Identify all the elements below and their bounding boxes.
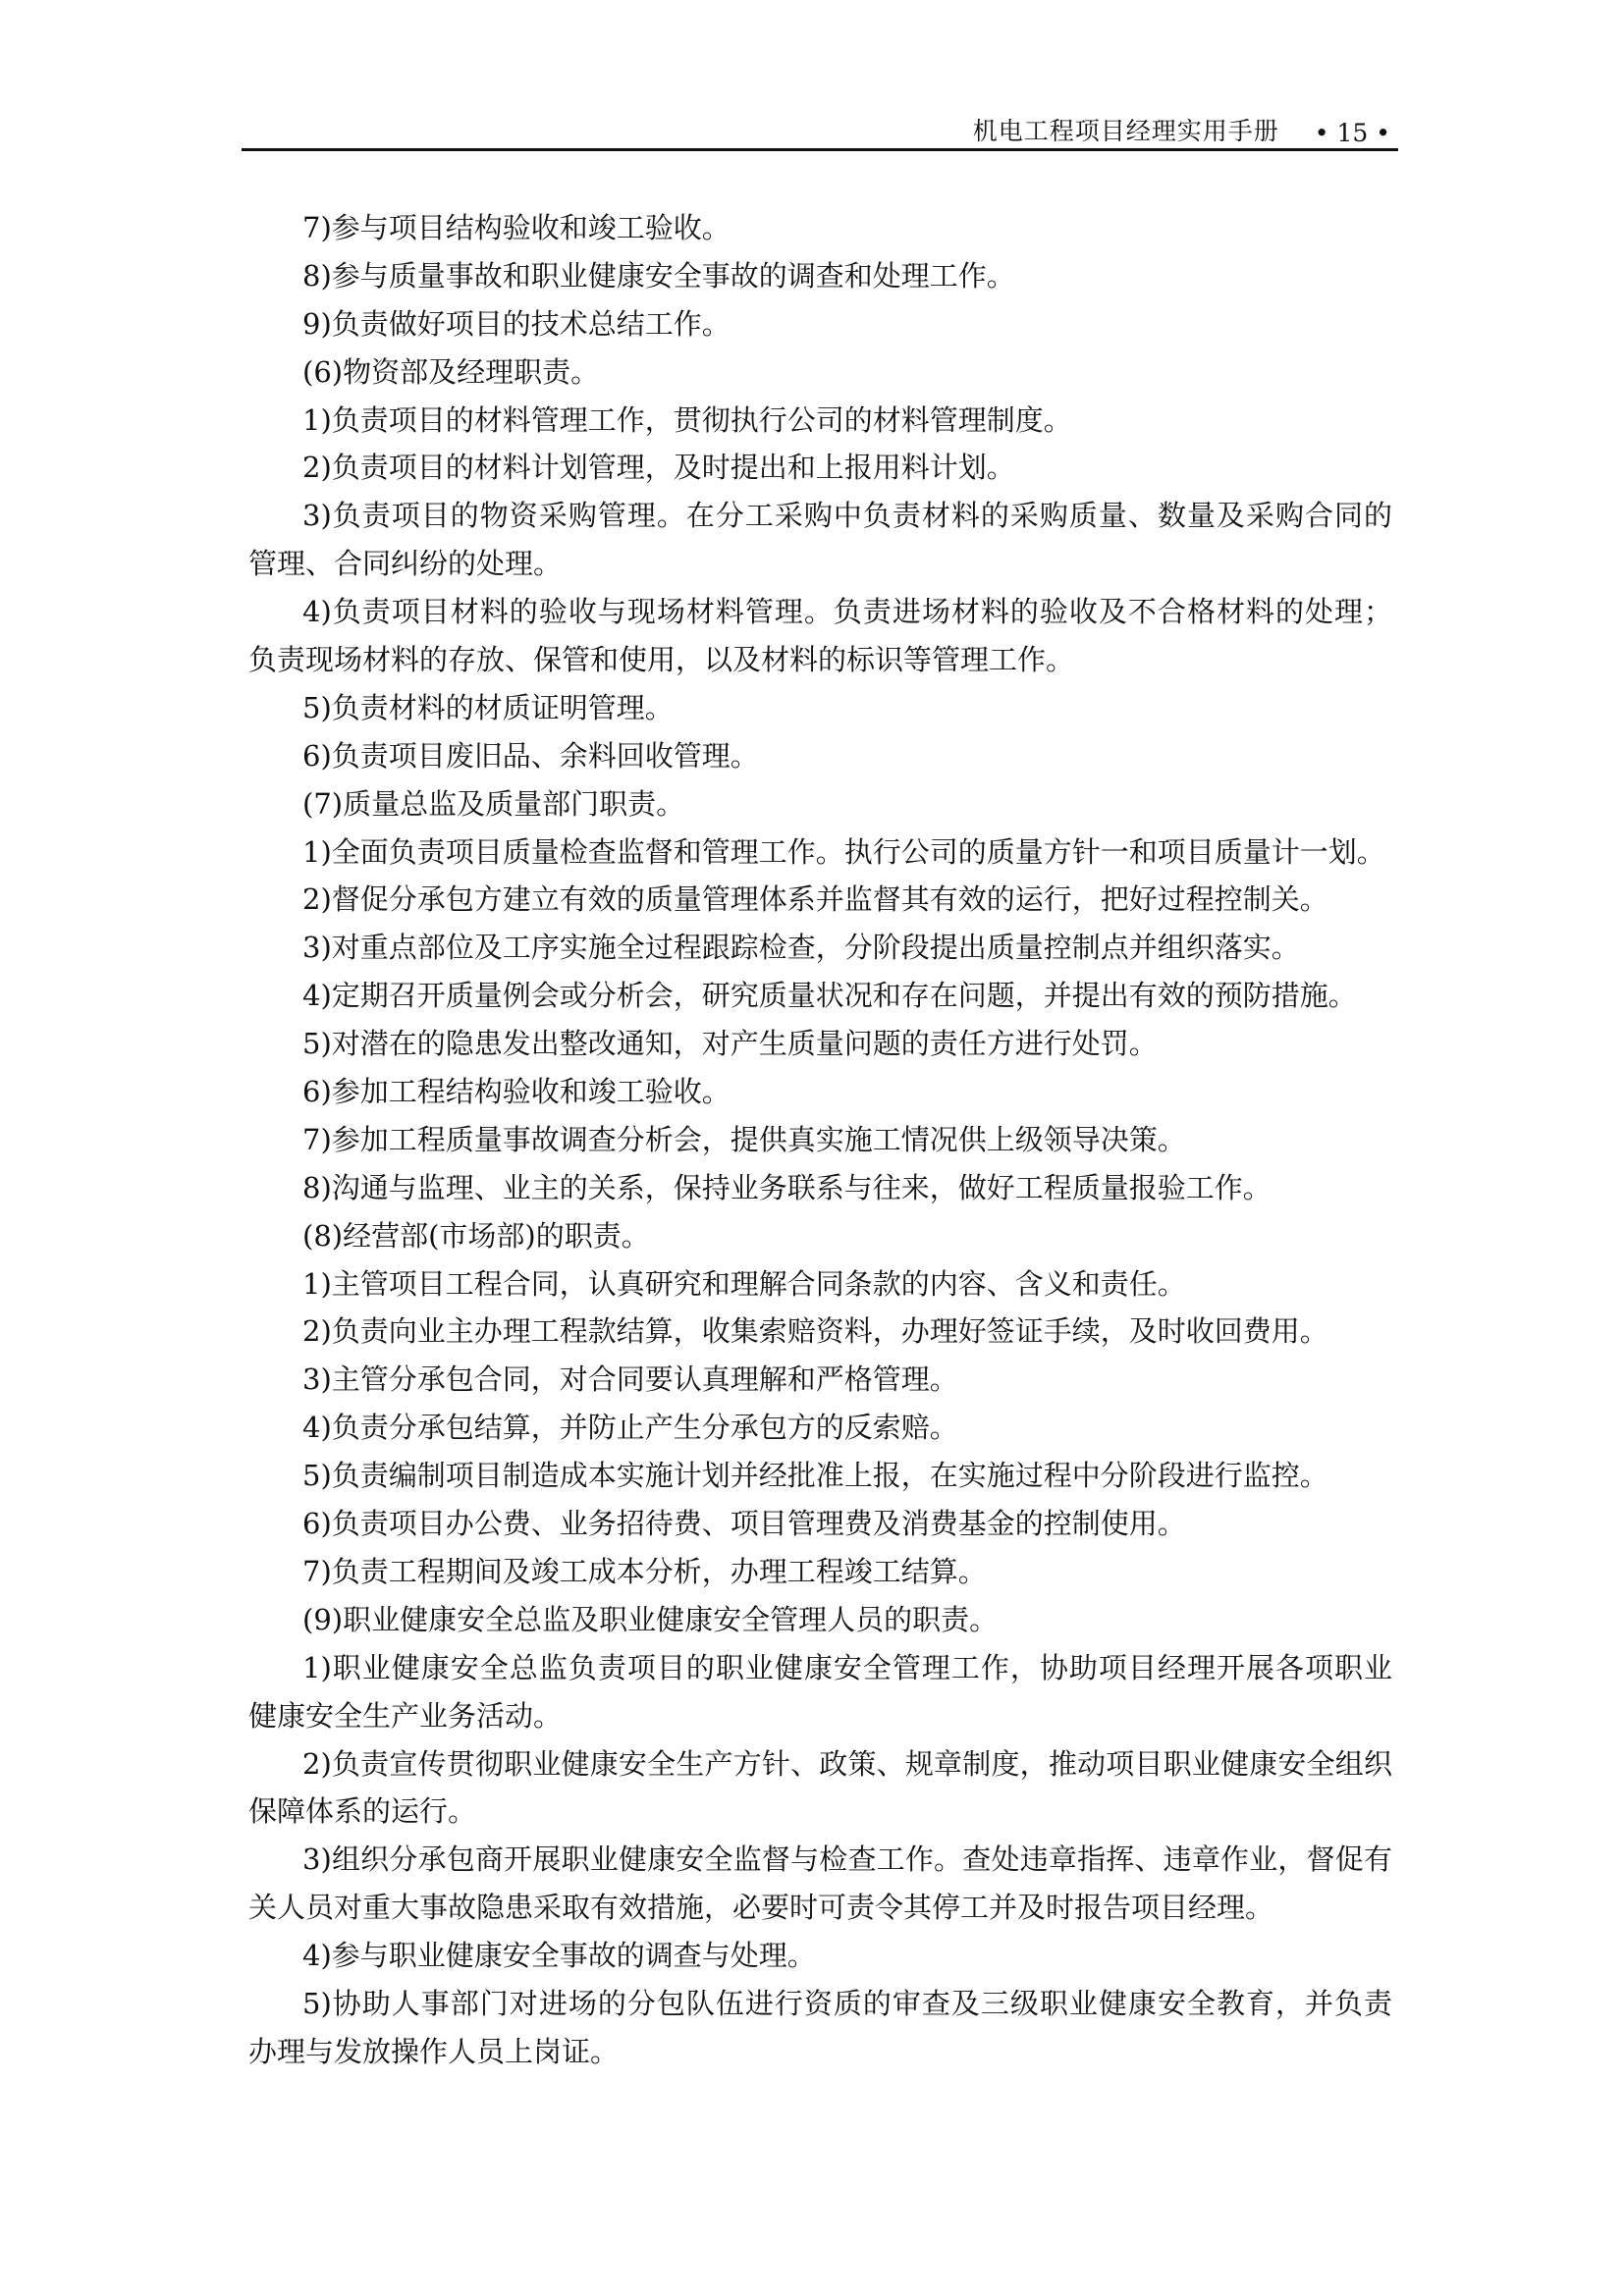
paragraph [248, 876, 1392, 924]
text-line: 6)负责项目废旧品、余料回收管理。 [302, 738, 759, 773]
paragraph [248, 1068, 1392, 1116]
paragraph [248, 300, 1392, 348]
text-line: (8)经营部(市场部)的职责。 [302, 1218, 650, 1253]
paragraph [248, 1644, 1392, 1740]
text-line: 1)职业健康安全总监负责项目的职业健康安全管理工作，协助项目经理开展各项职业 [302, 1650, 1392, 1684]
text-line: 3)组织分承包商开展职业健康安全监督与检查工作。查处违章指挥、违章作业，督促有 [302, 1842, 1392, 1877]
text-line: 3)负责项目的物资采购管理。在分工采购中负责材料的采购质量、数量及采购合同的 [302, 499, 1392, 533]
paragraph [248, 1596, 1392, 1644]
paragraph [248, 348, 1392, 397]
paragraph [248, 252, 1392, 300]
paragraph [248, 1980, 1392, 2076]
paragraph [248, 1260, 1392, 1308]
text-line: 5)对潜在的隐患发出整改通知，对产生质量问题的责任方进行处罚。 [302, 1027, 1158, 1061]
text-line: 5)负责材料的材质证明管理。 [302, 690, 674, 724]
text-line: 8)沟通与监理、业主的关系，保持业务联系与往来，做好工程质量报验工作。 [302, 1170, 1272, 1204]
paragraph [248, 1836, 1392, 1932]
paragraph [248, 492, 1392, 588]
text-line: 4)负责项目材料的验收与现场材料管理。负责进场材料的验收及不合格材料的处理； [302, 595, 1392, 629]
paragraph [248, 588, 1392, 684]
book-title: 机电工程项目经理实用手册 [972, 117, 1279, 145]
paragraph [248, 684, 1392, 732]
text-line: 6)参加工程结构验收和竣工验收。 [302, 1075, 731, 1109]
text-line: 办理与发放操作人员上岗证。 [248, 2034, 620, 2068]
paragraph [248, 1020, 1392, 1068]
page-number: • 15 • [1314, 119, 1390, 147]
text-line: (6)物资部及经理职责。 [302, 354, 600, 389]
text-line: 9)负责做好项目的技术总结工作。 [302, 306, 731, 341]
paragraph [248, 444, 1392, 492]
text-line: 7)负责工程期间及竣工成本分析，办理工程竣工结算。 [302, 1554, 987, 1588]
paragraph [248, 1164, 1392, 1212]
text-line: 1)负责项目的材料管理工作，贯彻执行公司的材料管理制度。 [302, 402, 1072, 437]
text-line: 4)定期召开质量例会或分析会，研究质量状况和存在问题，并提出有效的预防措施。 [302, 979, 1357, 1013]
running-header [242, 110, 1398, 147]
text-line: 2)负责宣传贯彻职业健康安全生产方针、政策、规章制度，推动项目职业健康安全组织 [302, 1746, 1392, 1781]
text-line: 保障体系的运行。 [248, 1794, 477, 1829]
text-line: 健康安全生产业务活动。 [248, 1698, 563, 1733]
paragraph [248, 1308, 1392, 1356]
text-line: 负责现场材料的存放、保管和使用，以及材料的标识等管理工作。 [248, 643, 1075, 677]
text-line: 5)协助人事部门对进场的分包队伍进行资质的审查及三级职业健康安全教育，并负责 [302, 1986, 1392, 2020]
text-line: 7)参加工程质量事故调查分析会，提供真实施工情况供上级领导决策。 [302, 1122, 1186, 1156]
page-body [248, 204, 1392, 2076]
paragraph [248, 732, 1392, 780]
paragraph [248, 780, 1392, 828]
text-line: 关人员对重大事故隐患采取有效措施，必要时可责令其停工并及时报告项目经理。 [248, 1891, 1274, 1925]
paragraph [248, 924, 1392, 972]
paragraph [248, 1212, 1392, 1260]
text-line: 2)负责项目的材料计划管理，及时提出和上报用料计划。 [302, 451, 1015, 485]
text-line: 2)负责向业主办理工程款结算，收集索赔资料，办理好签证手续，及时收回费用。 [302, 1314, 1328, 1349]
paragraph [248, 1356, 1392, 1404]
paragraph [248, 204, 1392, 252]
text-line: 3)主管分承包合同，对合同要认真理解和严格管理。 [302, 1362, 958, 1397]
text-line: 管理、合同纠纷的处理。 [248, 547, 563, 581]
text-line: 8)参与质量事故和职业健康安全事故的调查和处理工作。 [302, 258, 1015, 293]
text-line: 1)全面负责项目质量检查监督和管理工作。执行公司的质量方针一和项目质量计一划。 [302, 834, 1385, 869]
text-line: 4)负责分承包结算，并防止产生分承包方的反索赔。 [302, 1411, 958, 1445]
paragraph [248, 1452, 1392, 1500]
header-rule [242, 148, 1398, 151]
text-line: 5)负责编制项目制造成本实施计划并经批准上报，在实施过程中分阶段进行监控。 [302, 1459, 1328, 1493]
paragraph [248, 1932, 1392, 1980]
text-line: (7)质量总监及质量部门职责。 [302, 786, 685, 821]
paragraph [248, 972, 1392, 1020]
paragraph [248, 828, 1392, 877]
paragraph [248, 1548, 1392, 1596]
text-line: (9)职业健康安全总监及职业健康安全管理人员的职责。 [302, 1602, 999, 1636]
paragraph [248, 1740, 1392, 1837]
paragraph [248, 397, 1392, 445]
text-line: 7)参与项目结构验收和竣工验收。 [302, 211, 731, 244]
text-line: 1)主管项目工程合同，认真研究和理解合同条款的内容、含义和责任。 [302, 1266, 1186, 1301]
paragraph [248, 1116, 1392, 1164]
paragraph [248, 1404, 1392, 1452]
text-line: 4)参与职业健康安全事故的调查与处理。 [302, 1939, 816, 1973]
text-line: 6)负责项目办公费、业务招待费、项目管理费及消费基金的控制使用。 [302, 1507, 1186, 1541]
text-line: 3)对重点部位及工序实施全过程跟踪检查，分阶段提出质量控制点并组织落实。 [302, 931, 1300, 965]
paragraph [248, 1500, 1392, 1548]
text-line: 2)督促分承包方建立有效的质量管理体系并监督其有效的运行，把好过程控制关。 [302, 882, 1328, 917]
